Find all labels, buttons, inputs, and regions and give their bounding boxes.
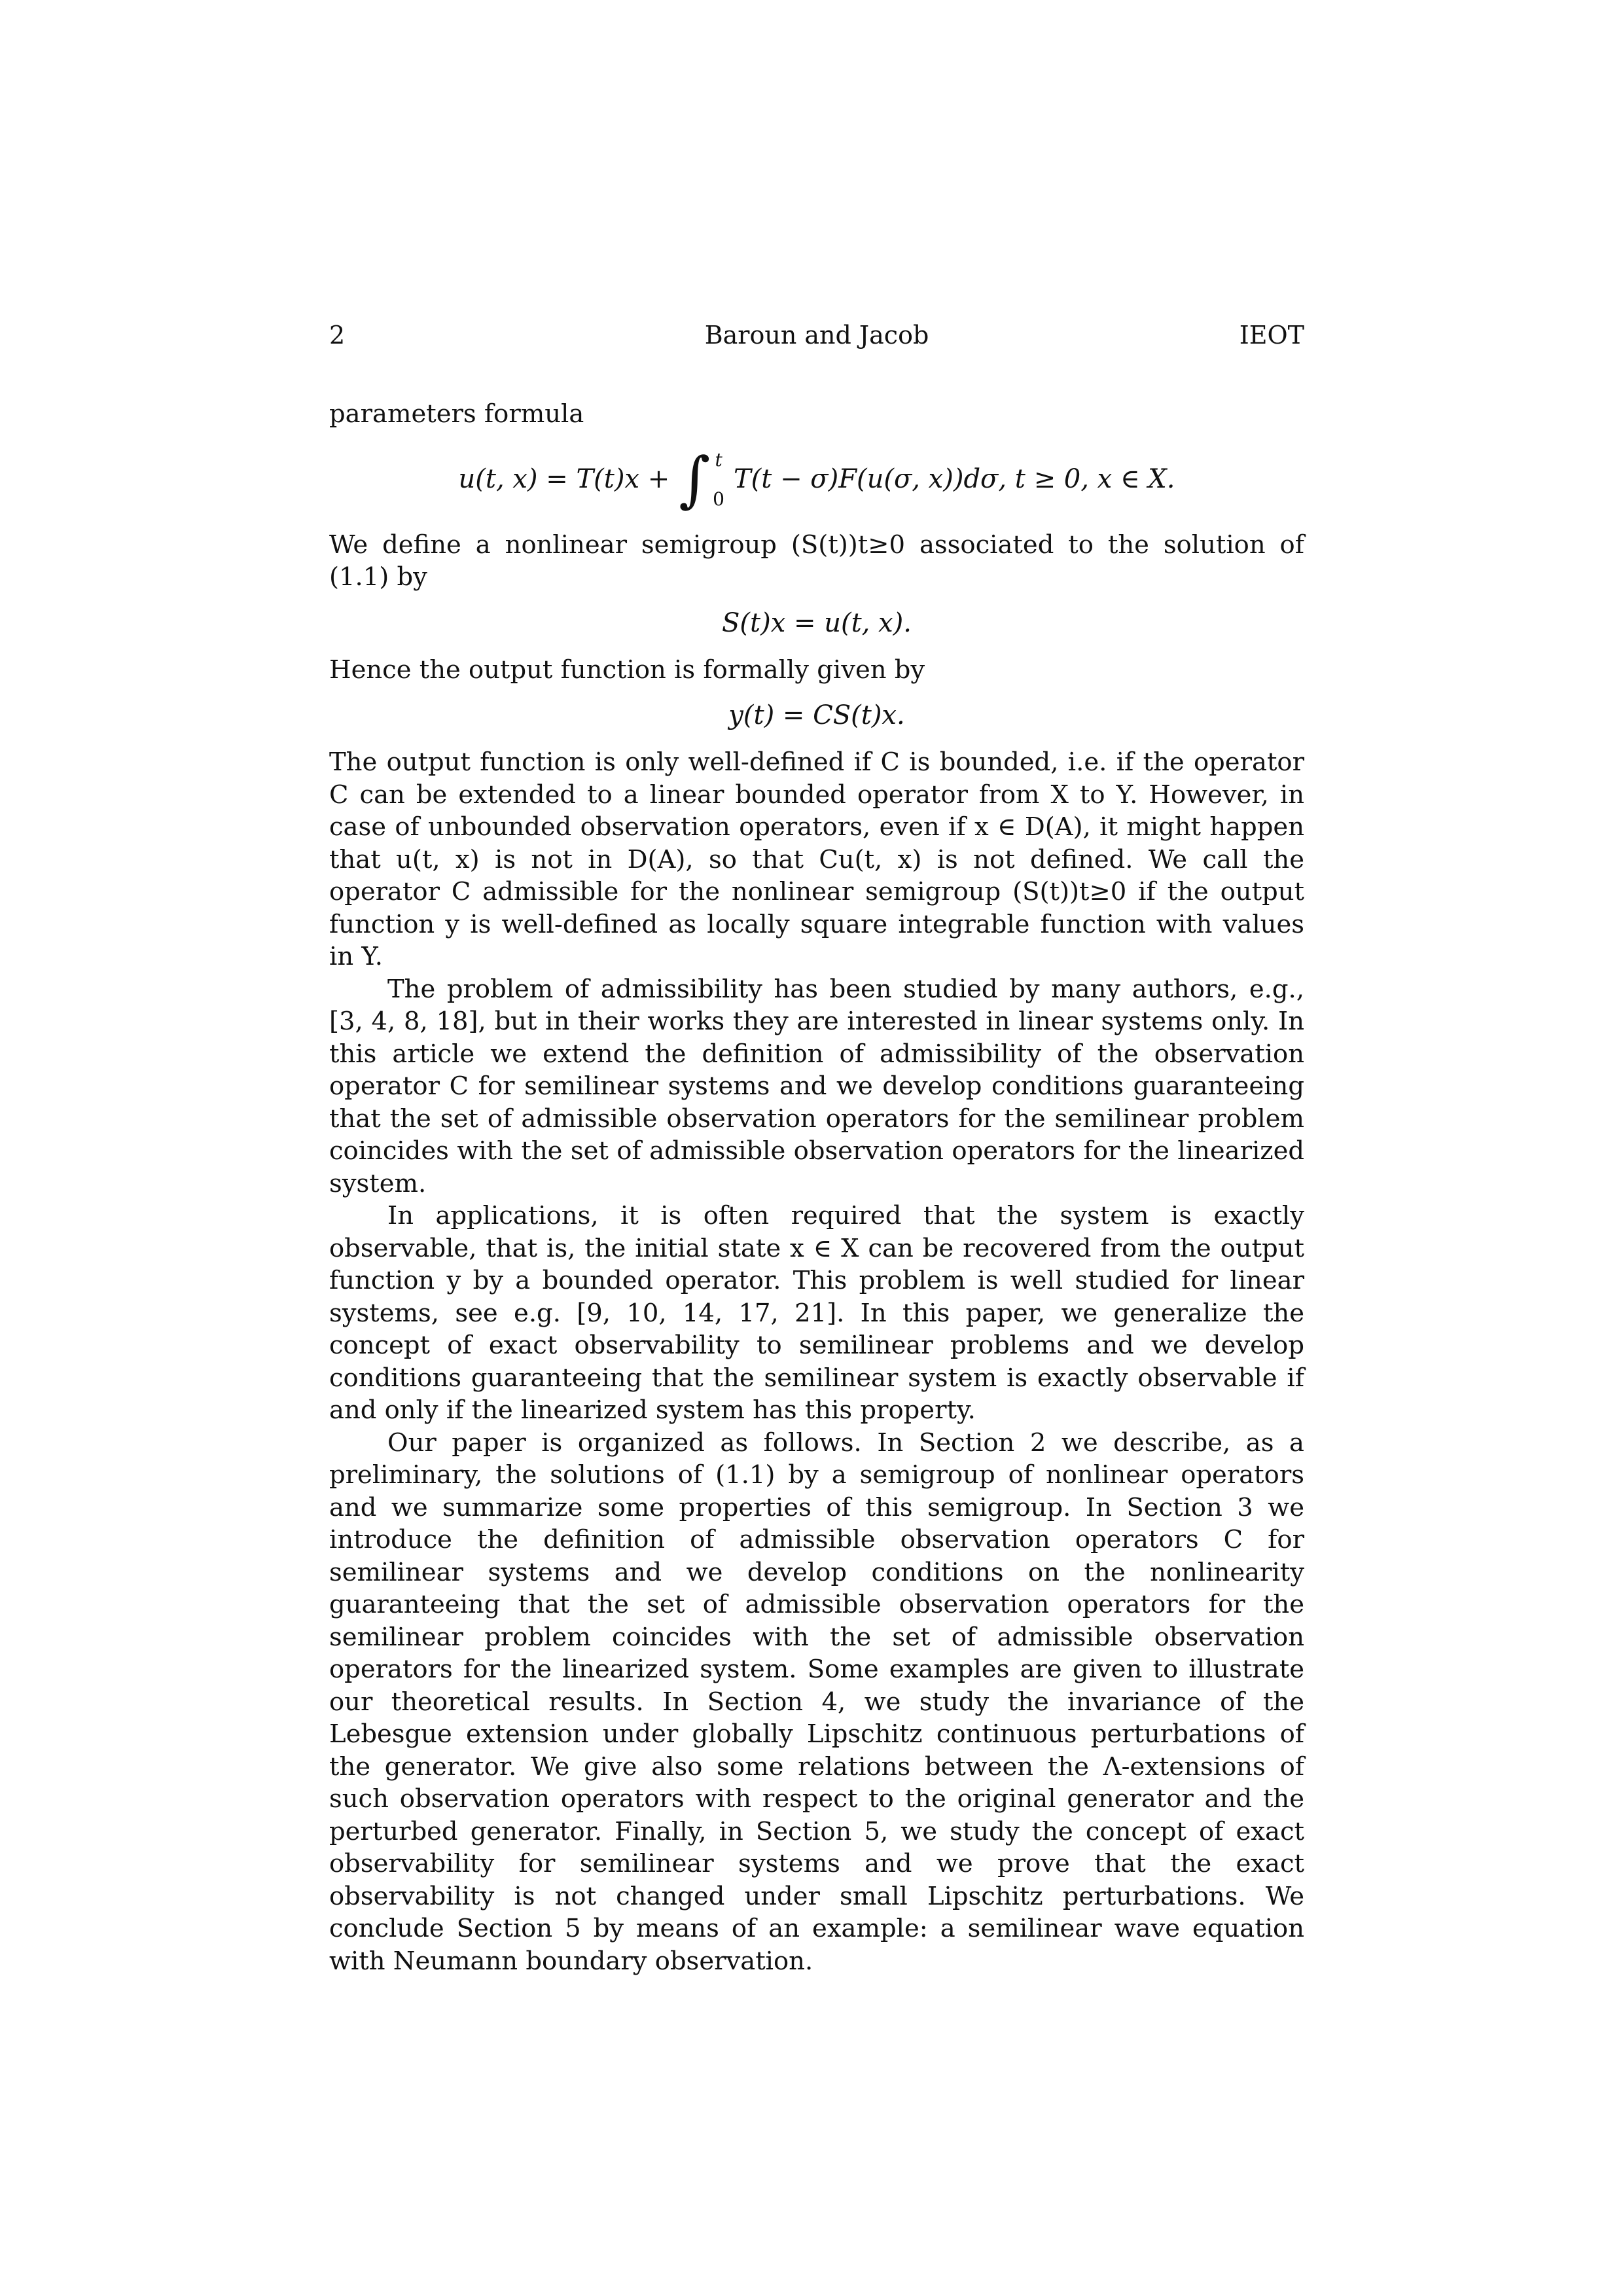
body-text bbox=[329, 398, 1304, 1977]
page-number: 2 bbox=[329, 321, 346, 350]
equation-rhs: T(t − σ)F(u(σ, x))dσ, t ≥ 0, x ∈ X. bbox=[734, 463, 1175, 494]
paragraph-organization: Our paper is organized as follows. In Section 2 we describe, as a preliminary, the solutions of (1.1) by a semigroup of nonlinear operators and we summarize some properties of this semigroup. In Section 3 we introduce the definition of admissible observation operators C for semilinear systems and we develop conditions on the nonlinearity guaranteeing that the set of admissible observation operators for the semilinear problem coincides with the set of admissible observation operators for the linearized system. Some examples are given to illustrate our theoretical results. In Section 4, we study the invariance of the Lebesgue extension under globally Lipschitz continuous perturbations of the generator. We give also some relations between the Λ-extensions of such observation operators with respect to the original generator and the perturbed generator. Finally, in Section 5, we study the concept of exact observability for semilinear systems and we prove that the exact observability is not changed under small Lipschitz perturbations. We conclude Section 5 by means of an example: a semilinear wave equation with Neumann boundary observation. bbox=[329, 1427, 1304, 1976]
paragraph-semigroup-definition: We define a nonlinear semigroup (S(t))t≥0 associated to the solution of (1.1) by bbox=[329, 529, 1304, 592]
equation-semigroup: S(t)x = u(t, x). bbox=[722, 607, 912, 638]
integral-upper-limit: t bbox=[715, 448, 722, 471]
paragraph-well-defined: The output function is only well-defined if C is bounded, i.e. if the operator C can be extended to a linear bounded operator from X to Y. However, in case of unbounded observation operators, even if x ∈ D(A), it might happen that u(t, x) is not in D(A), so that Cu(t, x) is not defined. We call the operator C admissible for the nonlinear semigroup (S(t))t≥0 if the output function y is well-defined as locally square integrable function with values in Y. bbox=[329, 747, 1304, 971]
journal-abbreviation: IEOT bbox=[1239, 321, 1304, 350]
running-head-authors: Baroun and Jacob bbox=[704, 321, 929, 350]
integral-sign: ∫ t 0 bbox=[679, 444, 724, 514]
equation-lhs: u(t, x) = T(t)x + bbox=[458, 463, 670, 494]
paragraph-output-function: Hence the output function is formally given by bbox=[329, 655, 925, 685]
running-header bbox=[329, 321, 1304, 360]
paragraph-admissibility: The problem of admissibility has been studied by many authors, e.g., [3, 4, 8, 18], but in their works they are interested in linear systems only. In this article we extend the definition of admissibility of the observation operator C for semilinear systems and we develop conditions guaranteeing that the set of admissible observation operators for the semilinear problem coincides with the set of admissible observation operators for the linearized system. bbox=[329, 974, 1304, 1198]
intro-line: parameters formula bbox=[329, 399, 584, 429]
integral-lower-limit: 0 bbox=[713, 488, 724, 510]
paragraph-exact-observability: In applications, it is often required that the system is exactly observable, that is, the initial state x ∈ X can be recovered from the output function y by a bounded operator. This problem is well studied for linear systems, see e.g. [9, 10, 14, 17, 21]. In this paper, we generalize the concept of exact observability to semilinear problems and we develop conditions guaranteeing that the semilinear system is exactly observable if and only if the linearized system has this property. bbox=[329, 1201, 1304, 1425]
equation-output: y(t) = CS(t)x. bbox=[728, 700, 905, 731]
equation-mild-solution bbox=[329, 431, 1304, 529]
